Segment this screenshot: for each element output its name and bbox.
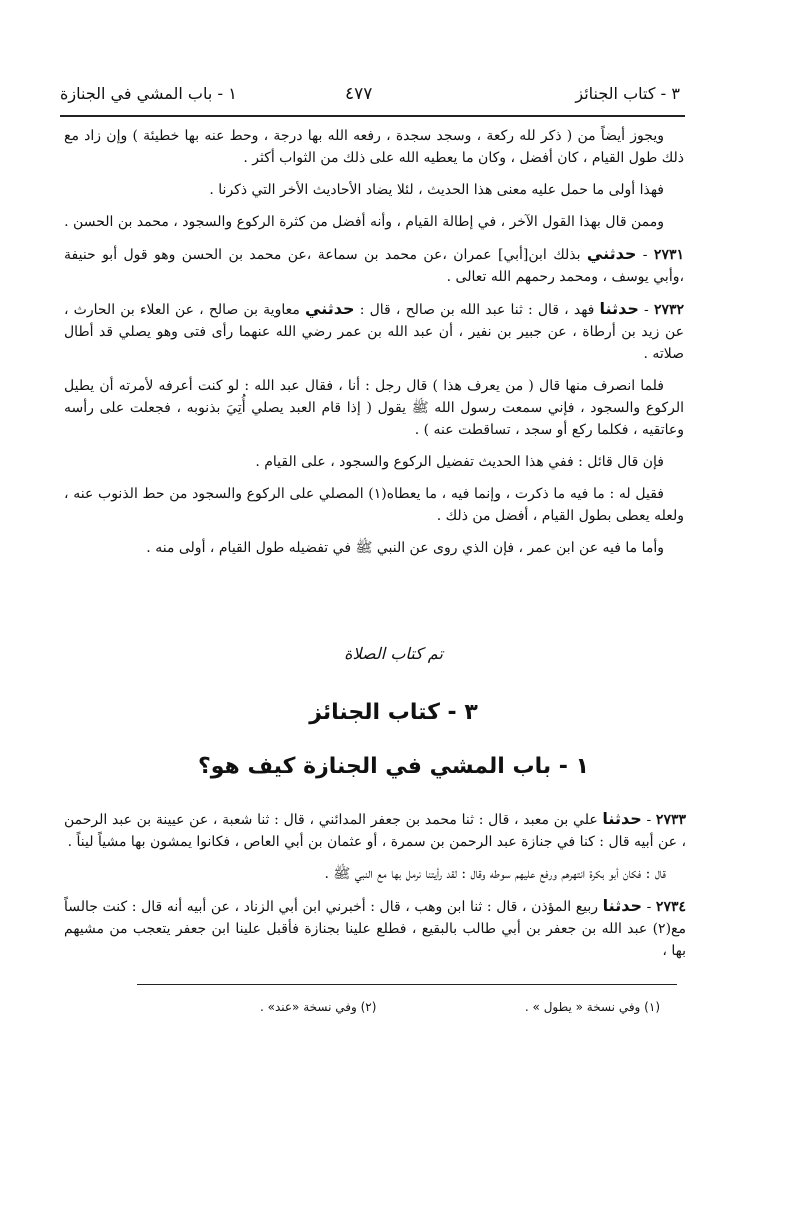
- paragraph: فهذا أولى ما حمل عليه معنى هذا الحديث ، لئلا يضاد الأحاديث الأخر التي ذكرنا .: [209, 182, 664, 198]
- paragraph: وأما ما فيه عن ابن عمر ، فإن الذي روى عن النبي ﷺ في تفضيله طول القيام ، أولى منه .: [146, 540, 664, 556]
- paragraph: وممن قال بهذا القول الآخر ، في إطالة القيام ، وأنه أفضل من كثرة الركوع والسجود ، محمد بن الحسن .: [64, 214, 664, 230]
- chapter-heading: ١ - باب المشي في الجنازة كيف هو؟: [197, 754, 589, 779]
- hadith-2733: ٢٧٣٣ - حدثنا علي بن معبد ، قال : ثنا محمد بن جعفر المدائني ، قال : ثنا شعبة ، عن عيينة بن عبد الرحمن ، عن أبيه قال : كنا في جنازة عبد الرحمن بن سمرة ، أو عثمان بن أبي العاص ، فكانوا يمشون بها مشياً ليناً .: [64, 809, 686, 850]
- narration-keyword: حدثنا: [602, 809, 642, 828]
- page-number: ٤٧٧: [345, 84, 373, 104]
- hadith-text: معاوية بن صالح ، عن العلاء بن الحارث ، عن زيد بن أرطاة ، عن جبير بن نفير ، أن عبد الله بن عمر رضي الله عنهما رأى فتى وهو يصلي قد أطال صلاته .: [64, 302, 684, 362]
- footnotes: [200, 1000, 660, 1020]
- hadith-text: فهد ، قال : ثنا عبد الله بن صالح ، قال :: [359, 302, 595, 318]
- hadith-number: ٢٧٣١: [653, 247, 684, 263]
- main-text-block: [64, 125, 684, 569]
- footnote-2: (٢) وفي نسخة «عند» .: [260, 1000, 377, 1014]
- paragraph: ويجوز أيضاً من ( ذكر لله ركعة ، وسجد سجدة ، رفعه الله بها درجة ، وحط عنه بها خطيئة ) وإن زاد مع ذلك طول القيام ، كان أفضل ، وكان ما يعطيه الله على ذلك من الثواب أكثر .: [64, 128, 684, 166]
- paragraph: فلما انصرف منها قال ( من يعرف هذا ) قال رجل : أنا ، فقال عبد الله : لو كنت أعرفه لأمرته أن يطيل الركوع والسجود ، فإني سمعت رسول الله ﷺ يقول ( إذا قام العبد يصلي أُتِيَ بذنوبه ، فجعلت على رأسه وعاتقيه ، فكلما ركع أو سجد ، تساقطت عنه ) .: [64, 378, 684, 438]
- narration-keyword: حدثني: [305, 299, 355, 318]
- hadith-number: ٢٧٣٢: [653, 302, 685, 318]
- hadith-2734: ٢٧٣٤ - حدثنا ربيع المؤذن ، قال : ثنا ابن وهب ، قال : أخبرني ابن أبي الزناد ، عن أبيه أنه قال : كنت جالساً مع(٢) عبد الله بن جعفر بن أبي طالب بالبقيع ، فطلع علينا بجنازة فأقبل علينا ابن جعفر يتعجب من مشيهم بها ،: [64, 896, 686, 959]
- book-heading: ٣ - كتاب الجنائز: [309, 700, 478, 725]
- footnote-rule: [137, 984, 677, 985]
- hadith-number: ٢٧٣٤: [655, 899, 686, 915]
- narration-keyword: حدثنا: [602, 896, 642, 915]
- header-book-title: ٣ - كتاب الجنائز: [575, 84, 680, 103]
- paragraph: فإن قال قائل : ففي هذا الحديث تفضيل الركوع والسجود ، على القيام .: [255, 454, 664, 470]
- hadith-text: علي بن معبد ، قال : ثنا محمد بن جعفر المدائني ، قال : ثنا شعبة ، عن عيينة بن عبد الرحمن ، عن أبيه قال : كنا في جنازة عبد الرحمن بن سمرة ، أو عثمان بن أبي العاص ، فكانوا يمشون بها مشياً ليناً .: [64, 812, 686, 850]
- footnote-1: (١) وفي نسخة « يطول » .: [524, 1000, 660, 1014]
- hadith-number: ٢٧٣٣: [655, 812, 686, 828]
- paragraph: فقيل له : ما فيه ما ذكرت ، وإنما فيه ، ما يعطاه(١) المصلي على الركوع والسجود من حط الذنوب عنه ، ولعله يعطى بطول القيام ، أفضل من ذلك .: [64, 486, 684, 524]
- chapter-text-block: [64, 808, 686, 972]
- end-of-book-note: تم كتاب الصلاة: [344, 644, 443, 663]
- page-header: [60, 80, 680, 110]
- hadith-2732: ٢٧٣٢ - حدثنا فهد ، قال : ثنا عبد الله بن صالح ، قال : حدثني معاوية بن صالح ، عن العلاء بن الحارث ، عن زيد بن أرطاة ، عن جبير بن نفير ، أن عبد الله بن عمر رضي الله عنهما رأى فتى وهو يصلي قد أطال صلاته .: [64, 299, 685, 362]
- narration-keyword: حدثنا: [599, 299, 639, 318]
- hadith-text: بذلك ابن[أبي] عمران ،عن محمد بن سماعة ،عن محمد بن الحسن وهو قول أبو حنيفة ،وأبي يوسف ، ومحمد رحمهم الله تعالى .: [64, 247, 684, 285]
- header-rule: [60, 115, 685, 117]
- hadith-2731: ٢٧٣١ - حدثني بذلك ابن[أبي] عمران ،عن محمد بن سماعة ،عن محمد بن الحسن وهو قول أبو حنيفة ،وأبي يوسف ، ومحمد رحمهم الله تعالى .: [64, 244, 684, 285]
- narration-keyword: حدثني: [586, 244, 637, 263]
- header-chapter-title: ١ - باب المشي في الجنازة: [60, 84, 237, 103]
- paragraph: قال : فكان أبو بكرة انتهرهم ورفع عليهم سوطه وقال : لقد رأيتنا نرمل بها مع النبي ﷺ .: [324, 866, 666, 882]
- hadith-text: ربيع المؤذن ، قال : ثنا ابن وهب ، قال : أخبرني ابن أبي الزناد ، عن أبيه أنه قال : كنت جالساً مع(٢) عبد الله بن جعفر بن أبي طالب بالبقيع ، فطلع علينا بجنازة فأقبل علينا ابن جعفر يتعجب من مشيهم بها ،: [64, 899, 686, 959]
